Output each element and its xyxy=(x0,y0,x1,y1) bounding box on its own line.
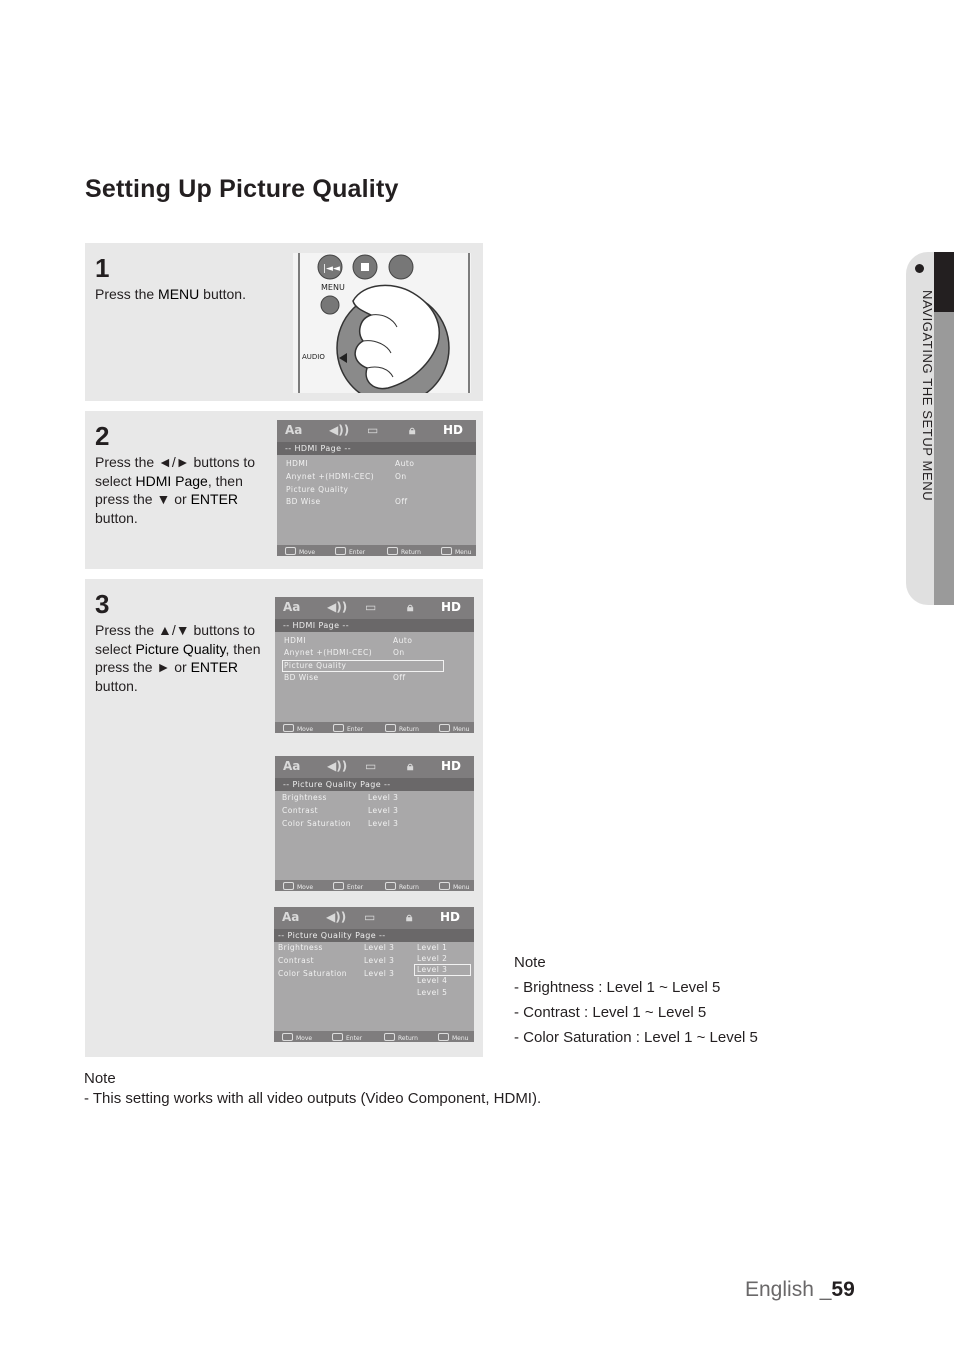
footer-language: English _ xyxy=(745,1278,832,1301)
remote-control-illustration xyxy=(293,253,471,393)
speaker-icon: ◀)) xyxy=(329,423,350,437)
osd-row-value: Auto xyxy=(395,459,415,468)
step-3-number: 3 xyxy=(95,589,110,619)
osd-header: -- Picture Quality Page -- xyxy=(275,778,474,791)
osd-icon-bar xyxy=(274,907,474,929)
note-line: - Contrast : Level 1 ~ Level 5 xyxy=(514,1004,707,1021)
page-footer xyxy=(745,1278,855,1302)
section-label: NAVIGATING THE SETUP MENU xyxy=(920,290,935,502)
osd-level-option: Level 5 xyxy=(417,988,448,997)
osd-row-value: Level 3 xyxy=(364,943,395,952)
remote-audio-label: AUDIO xyxy=(302,353,325,361)
step-3-box xyxy=(85,579,483,1057)
remote-hand-graphic xyxy=(293,253,471,393)
hd-icon: HD xyxy=(441,759,462,773)
osd-row-label: Anynet +(HDMI-CEC) xyxy=(284,648,373,657)
step-1-number: 1 xyxy=(95,253,110,283)
step-2-number: 2 xyxy=(95,421,110,451)
step-2-text: Press the ◄/► buttons to select HDMI Page, then press the ▼ or ENTER button. xyxy=(95,454,256,526)
speaker-icon: ◀)) xyxy=(326,910,347,924)
svg-text:|◄◄: |◄◄ xyxy=(323,264,340,274)
text-icon: Aa xyxy=(282,910,300,924)
note-outputs xyxy=(84,1069,541,1109)
osd-hdmi-page-a xyxy=(277,420,476,556)
osd-icon-bar xyxy=(275,756,474,778)
lock-icon: 🔒︎ xyxy=(407,600,414,614)
osd-row-value: Level 3 xyxy=(364,969,395,978)
osd-picture-quality-page-b xyxy=(274,907,474,1042)
step-1-text: Press the MENU button. xyxy=(95,286,246,302)
osd-row-label-selected: Picture Quality xyxy=(284,661,347,670)
page-number: 59 xyxy=(831,1278,855,1301)
text-icon: Aa xyxy=(283,759,301,773)
osd-footer: Move Enter Return Menu xyxy=(275,880,474,891)
osd-row-value: Level 3 xyxy=(368,819,399,828)
osd-row-value: Level 3 xyxy=(368,806,399,815)
osd-row-label: Color Saturation xyxy=(278,969,348,978)
osd-row-label: Contrast xyxy=(278,956,315,965)
step-2-box xyxy=(85,411,483,569)
osd-row-label: BD Wise xyxy=(286,497,321,506)
osd-level-option: Level 2 xyxy=(417,954,448,963)
note-title: Note xyxy=(84,1070,116,1087)
speaker-icon: ◀)) xyxy=(327,759,348,773)
note-line: - Color Saturation : Level 1 ~ Level 5 xyxy=(514,1029,758,1046)
lock-icon: 🔒︎ xyxy=(409,423,416,437)
text-icon: Aa xyxy=(285,423,303,437)
screen-icon: ▭ xyxy=(364,910,376,924)
osd-row-label: Brightness xyxy=(278,943,323,952)
step-3-text: Press the ▲/▼ buttons to select Picture Quality, then press the ► or ENTER button. xyxy=(95,622,261,694)
osd-row-value: Level 3 xyxy=(368,793,399,802)
osd-row-label: Picture Quality xyxy=(286,485,349,494)
osd-picture-quality-page-a xyxy=(275,756,474,891)
osd-footer: Move Enter Return Menu xyxy=(275,722,474,733)
hd-icon: HD xyxy=(440,910,461,924)
osd-level-option-selected: Level 3 xyxy=(417,965,448,974)
osd-header: -- Picture Quality Page -- xyxy=(274,929,474,942)
osd-row-label: HDMI xyxy=(284,636,307,645)
osd-level-option: Level 1 xyxy=(417,943,448,952)
speaker-icon: ◀)) xyxy=(327,600,348,614)
osd-row-label: BD Wise xyxy=(284,673,319,682)
note-levels xyxy=(514,950,758,1050)
osd-header: -- HDMI Page -- xyxy=(275,619,474,632)
hd-icon: HD xyxy=(443,423,464,437)
osd-level-option: Level 4 xyxy=(417,976,448,985)
screen-icon: ▭ xyxy=(365,759,377,773)
osd-footer: Move Enter Return Menu xyxy=(277,545,476,556)
osd-row-label: Anynet +(HDMI-CEC) xyxy=(286,472,375,481)
osd-icon-bar xyxy=(275,597,474,619)
osd-row-label: Brightness xyxy=(282,793,327,802)
osd-row-value: On xyxy=(395,472,407,481)
note-line: - Brightness : Level 1 ~ Level 5 xyxy=(514,979,721,996)
note-title: Note xyxy=(514,954,546,971)
osd-row-label: Contrast xyxy=(282,806,319,815)
remote-menu-label: MENU xyxy=(321,283,345,292)
lock-icon: 🔒︎ xyxy=(406,910,413,924)
osd-row-value: Off xyxy=(393,673,406,682)
screen-icon: ▭ xyxy=(365,600,377,614)
step-1-box xyxy=(85,243,483,401)
text-icon: Aa xyxy=(283,600,301,614)
hd-icon: HD xyxy=(441,600,462,614)
osd-row-value: Auto xyxy=(393,636,413,645)
osd-header: -- HDMI Page -- xyxy=(277,442,476,455)
osd-row-label: HDMI xyxy=(286,459,309,468)
osd-row-value: Off xyxy=(395,497,408,506)
osd-icon-bar xyxy=(277,420,476,442)
osd-row-value: On xyxy=(393,648,405,657)
osd-hdmi-page-b xyxy=(275,597,474,733)
osd-row-value: Level 3 xyxy=(364,956,395,965)
note-text: - This setting works with all video outputs (Video Component, HDMI). xyxy=(84,1090,542,1107)
screen-icon: ▭ xyxy=(367,423,379,437)
bullet-icon xyxy=(915,264,924,273)
osd-row-label: Color Saturation xyxy=(282,819,352,828)
page-title: Setting Up Picture Quality xyxy=(85,175,399,203)
lock-icon: 🔒︎ xyxy=(407,759,414,773)
osd-footer: Move Enter Return Menu xyxy=(274,1031,474,1042)
